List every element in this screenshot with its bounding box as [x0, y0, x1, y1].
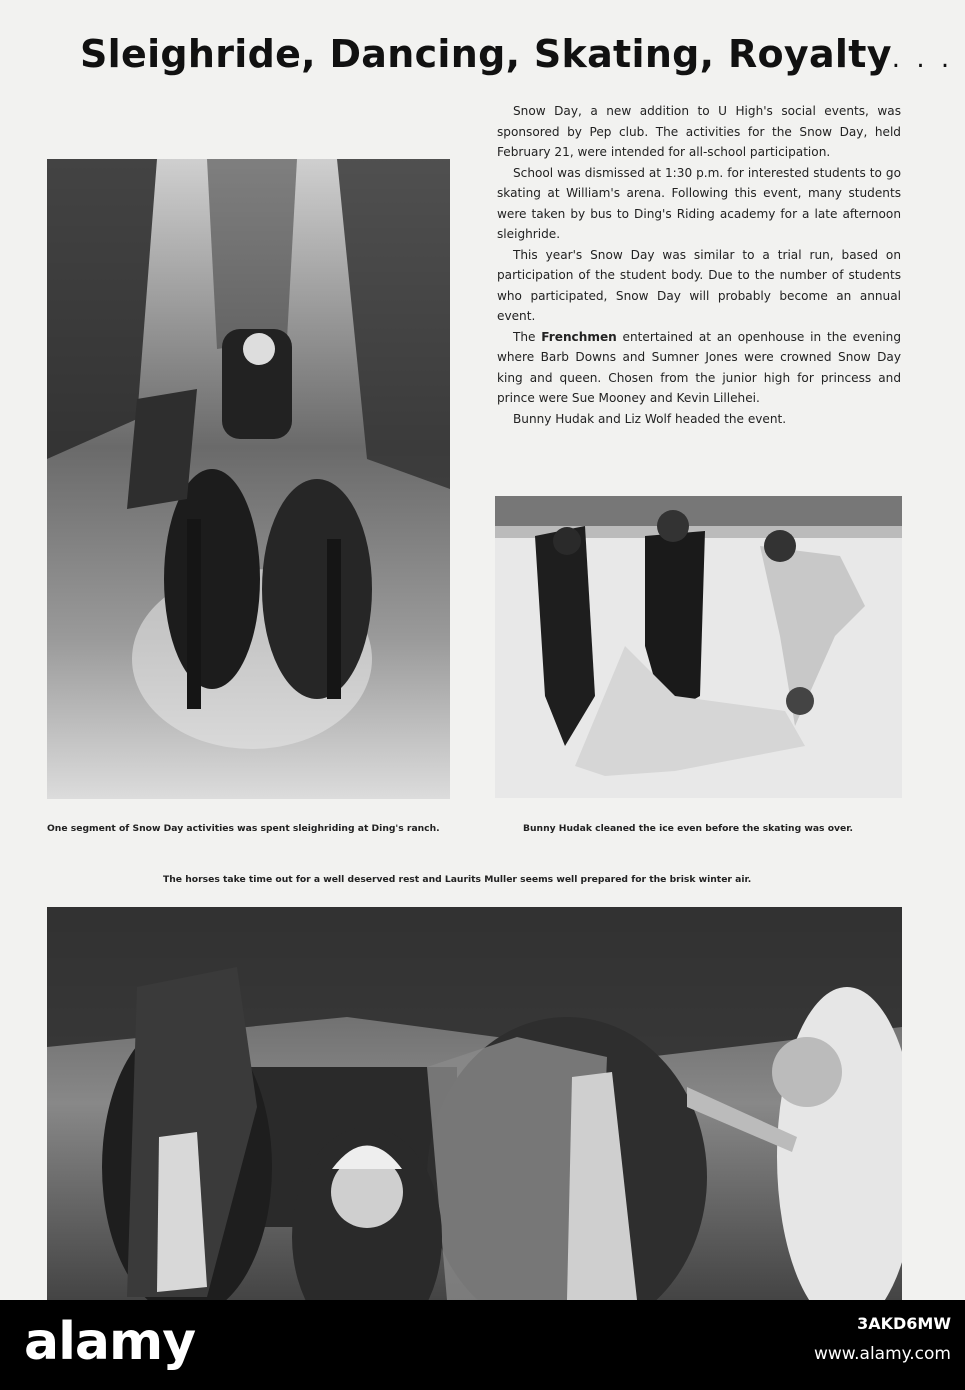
sleighride-photo-image — [47, 159, 450, 799]
page-title — [80, 32, 954, 76]
article-paragraph-5: Bunny Hudak and Liz Wolf headed the event. — [513, 411, 787, 426]
p4-start: The — [513, 329, 542, 344]
horses-caption: The horses take time out for a well deserved rest and Laurits Muller seems well prepared for the brisk winter air. — [163, 874, 752, 885]
article-paragraph-1: Snow Day, a new addition to U High's social events, was sponsored by Pep club. The activities for the Snow Day, held February 21, were intended for all-school participation. — [497, 104, 901, 159]
ice-skating-caption: Bunny Hudak cleaned the ice even before the skating was over. — [523, 823, 853, 834]
sleighride-caption: One segment of Snow Day activities was spent sleighriding at Ding's ranch. — [47, 823, 440, 834]
image-id: 3AKD6MW — [857, 1314, 951, 1333]
page-title-dots: . . . — [891, 44, 954, 74]
ice-skating-photo-image — [495, 496, 902, 798]
horses-photo-image — [47, 907, 902, 1300]
horses-photo — [47, 907, 902, 1300]
sleighride-photo — [47, 159, 450, 799]
stock-footer — [0, 1300, 965, 1390]
p4-end: entertained at an openhouse in the evening where Barb Downs and Sumner Jones were crowned Snow Day king and queen. Chosen from the junior high for princess and prince were Sue Mooney and Kevin Lillehei. — [497, 329, 902, 405]
site-url: www.alamy.com — [813, 1344, 951, 1364]
article-paragraph-2: School was dismissed at 1:30 p.m. for interested students to go skating at William's arena. Following this event, many students were taken by bus to Ding's Riding academy for a late afternoon sleighride. — [497, 165, 901, 241]
article-paragraph-3: This year's Snow Day was similar to a trial run, based on participation of the student body. Due to the number of students who participated, Snow Day will probably become an annual event. — [497, 247, 901, 323]
page-title-text: Sleighride, Dancing, Skating, Royalty — [80, 32, 892, 76]
alamy-logo: alamy — [24, 1312, 196, 1372]
article-text — [497, 101, 901, 429]
ice-skating-photo — [495, 496, 902, 798]
p4-bold-name: Frenchmen — [541, 329, 617, 344]
article-paragraph-4 — [497, 327, 901, 409]
